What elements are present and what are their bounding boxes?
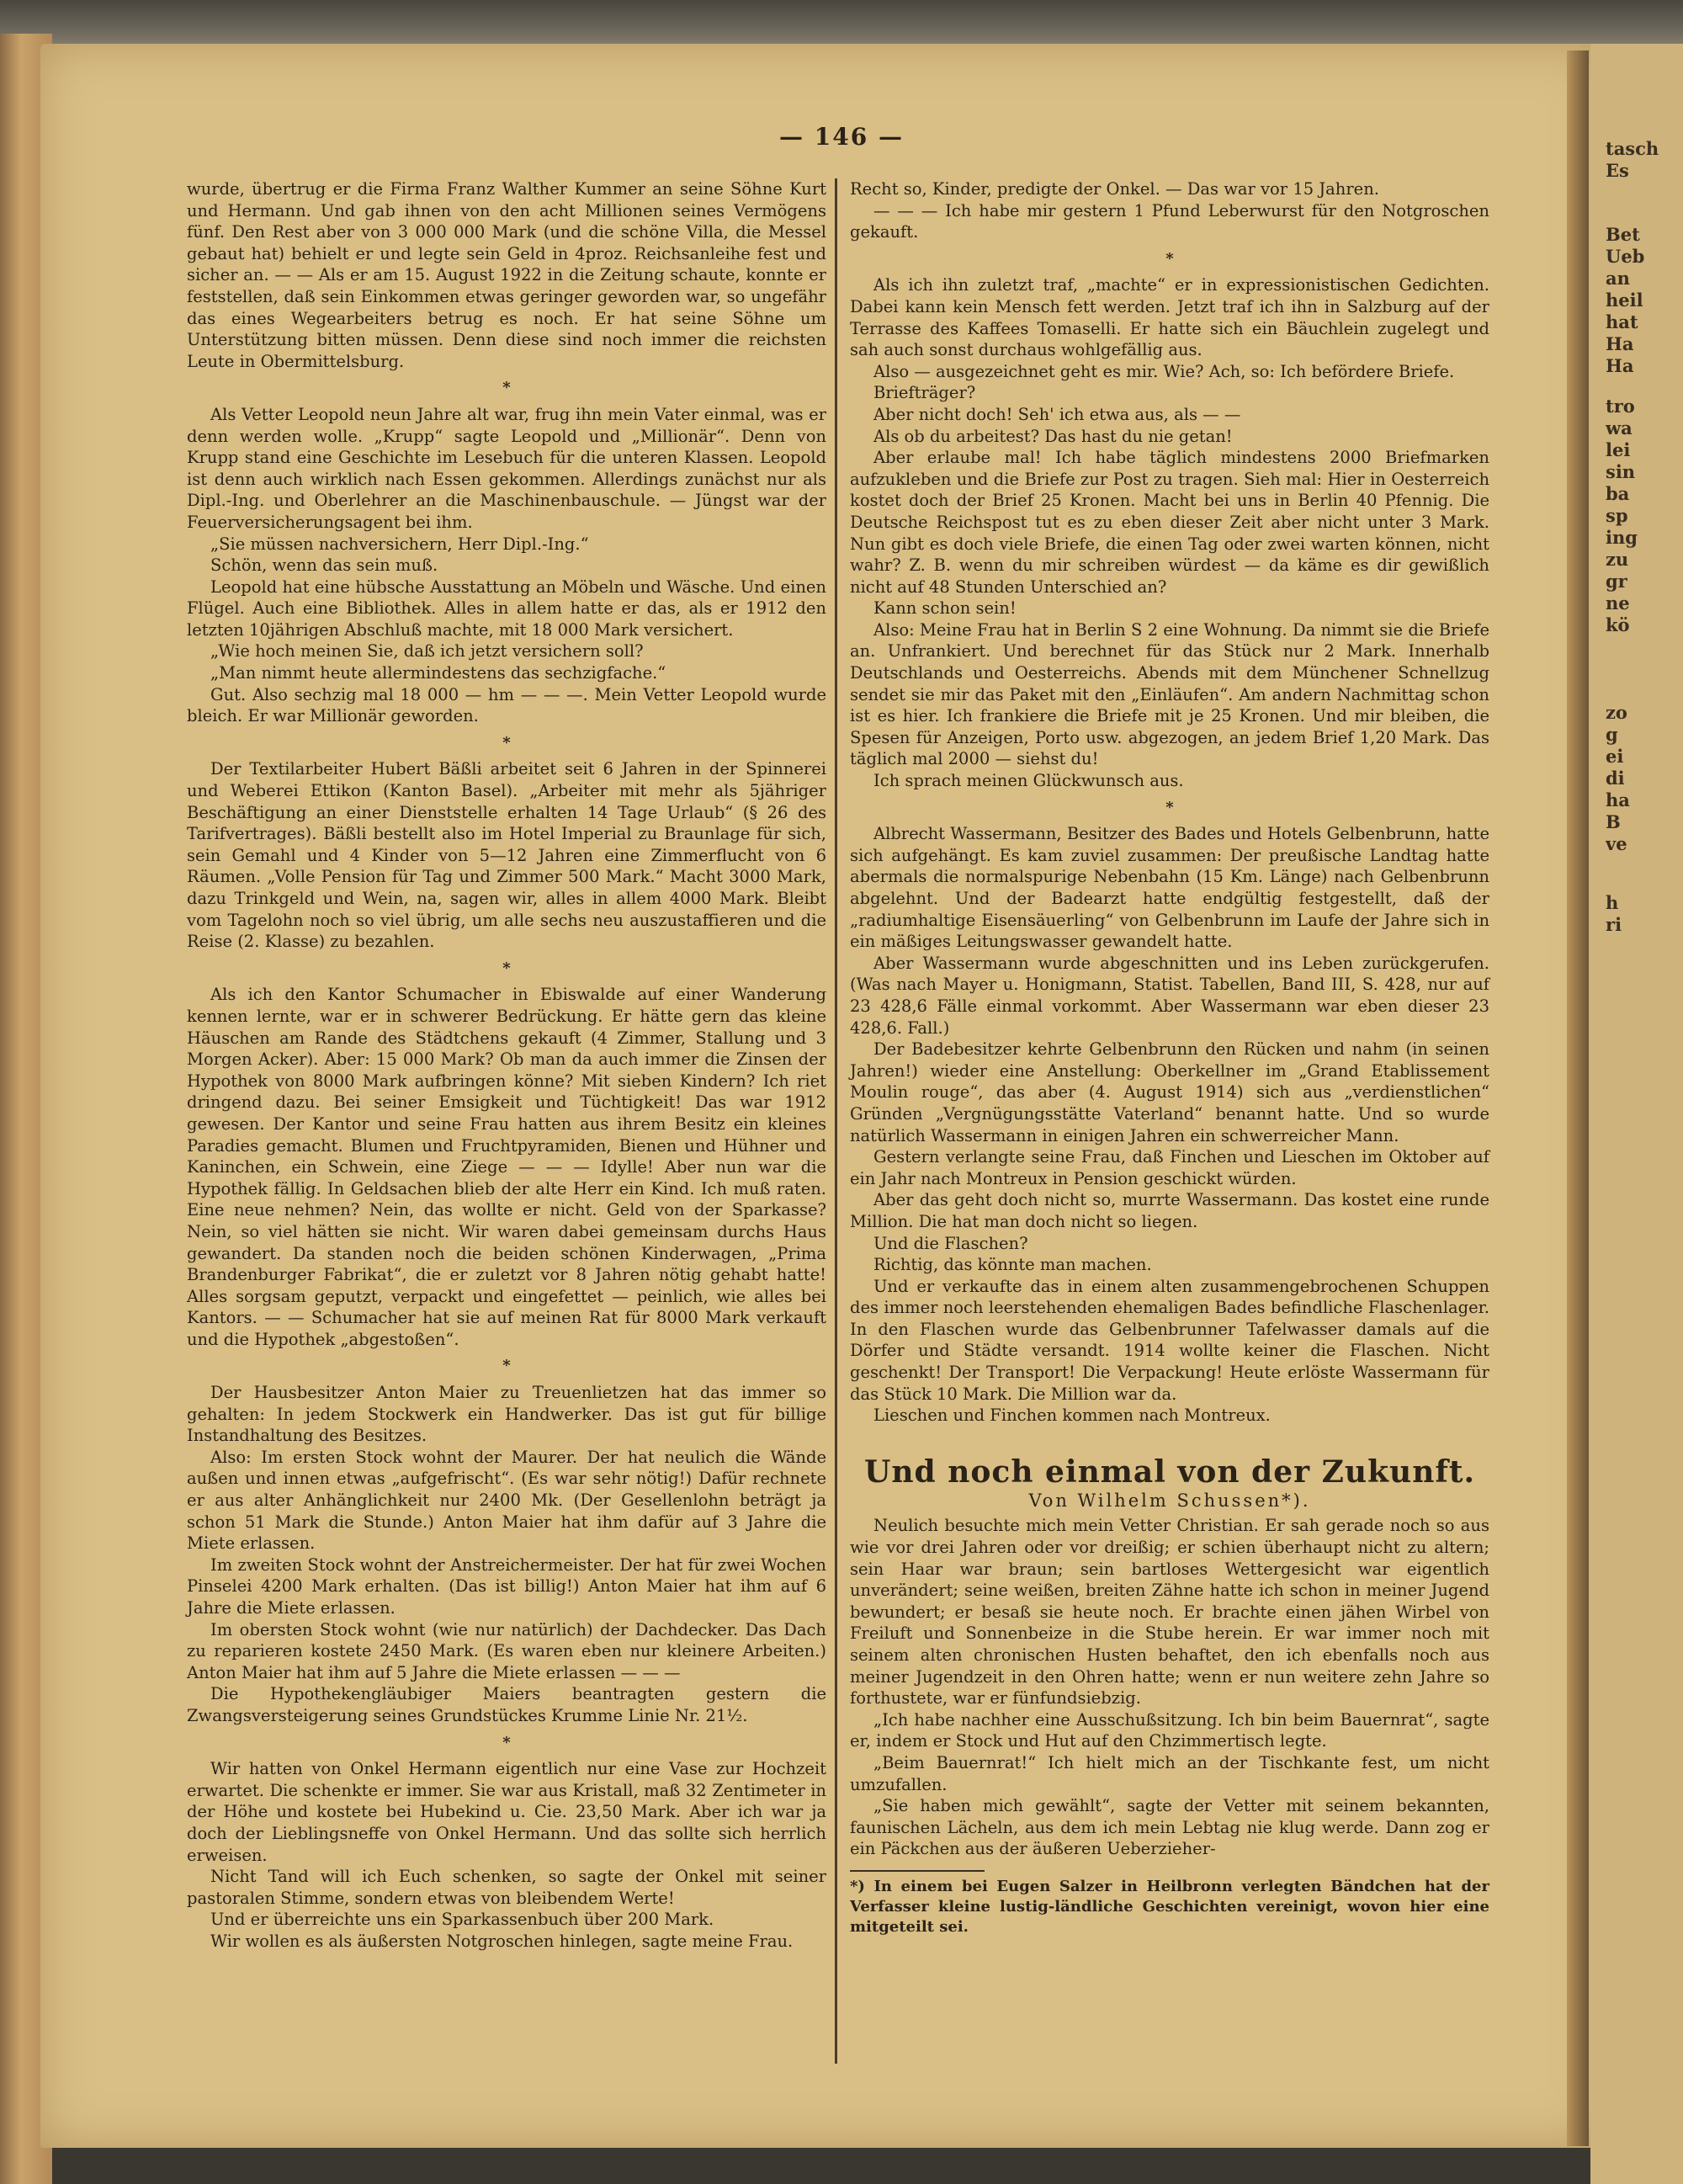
paragraph: Der Badebesitzer kehrte Gelbenbrunn den Rücken und nahm (in seinen Jahren!) wieder eine Anstellung: Oberkellner im „Grand Etablissement Moulin rouge“, das aber (4. August 1914) sich aus „verdienstlichen“ Gründen „Vergnügungsstätte Vaterland“ benannt hatte. Und so wurde natürlich Wassermann in einigen Jahren ein schwerreicher Mann. bbox=[850, 1039, 1489, 1145]
page-gutter-shadow bbox=[1567, 50, 1589, 2146]
next-page-text-fragment: zo bbox=[1606, 702, 1627, 723]
paragraph: Als Vetter Leopold neun Jahre alt war, frug ihn mein Vater einmal, was er denn werden wolle. „Krupp“ sagte Leopold und „Millionär“. Denn von Krupp stand eine Geschichte im Lesebuch für die unteren Klassen. Leopold ist denn auch wirklich nach Essen gekommen. Allerdings zunächst nur als Dipl.-Ing. und Oberlehrer an die Maschinenbauschule. — Jüngst war der Feuerversicherungsagent bei ihm. bbox=[187, 404, 826, 532]
left-column bbox=[187, 178, 826, 1953]
paragraph: Briefträger? bbox=[873, 383, 976, 403]
article-body bbox=[850, 1515, 1489, 1860]
next-page-text-fragment: ba bbox=[1606, 483, 1630, 504]
next-page-text-fragment: tro bbox=[1606, 396, 1635, 417]
paragraph: Als ob du arbeitest? Das hast du nie getan! bbox=[873, 426, 1233, 446]
next-page-text-fragment: sin bbox=[1606, 461, 1636, 482]
paragraph: Albrecht Wassermann, Besitzer des Bades und Hotels Gelbenbrunn, hatte sich aufgehängt. Es kam zuviel zusammen: Der preußische Landtag hatte abermals die normalspurige Nebenbahn (15 Km. Länge) nach Gelbenbrunn abgelehnt. Und der Badearzt hatte endgültig festgestellt, daß der „radiumhaltige Eisensäuerling“ von Gelbenbrunn im Laufe der Jahre sich in ein mäßiges Leitungswasser gewandelt hatte. bbox=[850, 824, 1489, 952]
next-page-text-fragment: ing bbox=[1606, 527, 1638, 548]
article-byline: Von Wilhelm Schussen*). bbox=[1028, 1490, 1311, 1511]
next-page-text-fragment: ri bbox=[1606, 914, 1622, 935]
next-page-text-fragment: ne bbox=[1606, 592, 1630, 614]
paragraph: Gut. Also sechzig mal 18 000 — hm — — —. Mein Vetter Leopold wurde bleich. Er war Millionär geworden. bbox=[187, 684, 826, 726]
next-page-text-fragment: Bet bbox=[1606, 224, 1640, 245]
footnote: *) In einem bei Eugen Salzer in Heilbronn verlegten Bändchen hat der Verfasser kleine lustig-ländliche Geschichten vereinigt, wovon hier eine mitgeteilt sei. bbox=[850, 1877, 1489, 1936]
next-page-text-fragment: wa bbox=[1606, 417, 1633, 438]
paragraph: „Man nimmt heute allermindestens das sechzigfache.“ bbox=[210, 663, 666, 683]
next-page-edge bbox=[1590, 44, 1683, 2184]
paragraph: Aber erlaube mal! Ich habe täglich mindestens 2000 Briefmarken aufzukleben und die Briefe zur Post zu tragen. Sieh mal: Hier in Oesterreich kostet doch der Brief 25 Kronen. Macht bei uns in Berlin 40 Pfennig. Die Deutsche Reichspost tut es zu eben dieser Zeit aber nicht unter 3 Mark. Nun gibt es doch viele Briefe, die einen Tag oder zwei warten können, nicht wahr? Z. B. wenn du mir schreiben würdest — da käme es dir gewißlich nicht auf 48 Stunden Unterschied an? bbox=[850, 448, 1489, 597]
paragraph: Also — ausgezeichnet geht es mir. Wie? Ach, so: Ich befördere Briefe. bbox=[873, 361, 1455, 381]
paragraph: Der Textilarbeiter Hubert Bäßli arbeitet seit 6 Jahren in der Spinnerei und Weberei Ettikon (Kanton Basel). „Arbeiter mit mehr als 5jähriger Beschäftigung an einer Dienststelle erhalten 14 Tage Urlaub“ (§ 26 des Tarifvertrages). Bäßli bestellt also im Hotel Imperial zu Braunlage für sich, sein Gemahl und 4 Kinder von 5—12 Jahren eine Zimmerflucht von 6 Räumen. „Volle Pension für Tag und Zimmer 500 Mark.“ Macht 3000 Mark, dazu Trinkgeld und Wein, na, sagen wir, alles in allem 4000 Mark. Bleibt vom Tagelohn noch so viel übrig, um alle sechs neu auszustaffieren und die Reise (2. Klasse) zu bezahlen. bbox=[187, 759, 826, 952]
next-page-text-fragment: Es bbox=[1606, 160, 1629, 181]
section-separator: * bbox=[1165, 798, 1174, 816]
paragraph: Kann schon sein! bbox=[873, 598, 1017, 619]
section-separator: * bbox=[502, 379, 511, 397]
next-page-text-fragment: di bbox=[1606, 768, 1625, 789]
paragraph: „Beim Bauernrat!“ Ich hielt mich an der Tischkante fest, um nicht umzufallen. bbox=[850, 1752, 1489, 1794]
book-top-edge bbox=[0, 0, 1683, 49]
paragraph: Also: Meine Frau hat in Berlin S 2 eine Wohnung. Da nimmt sie die Briefe an. Unfrankiert. Und berechnet für das Stück nur 2 Mark. Innerhalb Deutschlands und Oesterreichs. Abends mit dem Münchener Schnellzug sendet sie mir das Paket mit den „Einläufen“. Am andern Nachmittag schon ist es hier. Ich frankiere die Briefe mit je 25 Kronen. Und mir bleiben, die Spesen für Anzeigen, Porto usw. abgezogen, an jedem Brief 1,20 Mark. Das täglich mal 2000 — siehst du! bbox=[850, 619, 1489, 769]
next-page-text-fragment: h bbox=[1606, 892, 1619, 913]
next-page-text-fragment: Ha bbox=[1606, 333, 1634, 354]
section-separator: * bbox=[1165, 249, 1174, 268]
paragraph: Als ich ihn zuletzt traf, „machte“ er in expressionistischen Gedichten. Dabei kann kein Mensch fett werden. Jetzt traf ich ihn in Salzburg auf der Terrasse des Kaffees Tomaselli. Er hatte sich ein Bäuchlein zugelegt und sah auch sonst durchaus wohlgefällig aus. bbox=[850, 275, 1489, 360]
paragraph: wurde, übertrug er die Firma Franz Walther Kummer an seine Söhne Kurt und Hermann. Und gab ihnen von den acht Millionen seines Vermögens fünf. Den Rest aber von 3 000 000 Mark (und die schöne Villa, die Messel gebaut hat) behielt er und legte sein Geld in 4proz. Reichsanleihe fest und sicher an. — — Als er am 15. August 1922 in die Zeitung schaute, konnte er feststellen, daß sein Einkommen etwas geringer geworden war, so ungefähr das eines Wegearbeiters betrug es noch. Er hat seine Söhne um Unterstützung bitten müssen. Denn diese sind noch immer die reichsten Leute in Obermittelsburg. bbox=[187, 179, 826, 371]
next-page-text-fragment: kö bbox=[1606, 614, 1630, 635]
footnote-rule bbox=[850, 1870, 985, 1872]
paragraph: — — — Ich habe mir gestern 1 Pfund Leberwurst für den Notgroschen gekauft. bbox=[850, 200, 1489, 242]
right-column bbox=[850, 178, 1489, 1937]
next-page-text-fragment: B bbox=[1606, 811, 1621, 832]
next-page-text-fragment: gr bbox=[1606, 571, 1627, 592]
section-separator: * bbox=[502, 959, 511, 977]
article-title: Und noch einmal von der Zukunft. bbox=[863, 1453, 1476, 1490]
paragraph: Als ich den Kantor Schumacher in Ebiswalde auf einer Wanderung kennen lernte, war er in schwerer Bedrückung. Er hätte gern das kleine Häuschen am Rande des Städtchens gekauft (4 Zimmer, Stallung und 3 Morgen Acker). Aber: 15 000 Mark? Ob man da auch immer die Zinsen der Hypothek von 8000 Mark aufbringen könne? Mit sieben Kindern? Ich riet dringend dazu. Bei seiner Emsigkeit und Tüchtigkeit! Das war 1912 gewesen. Der Kantor und seine Frau hatten aus ihrem Besitz ein kleines Paradies gemacht. Blumen und Fruchtpyramiden, Bienen und Hühner und Kaninchen, ein Schwein, eine Ziege — — — Idylle! Aber nun war die Hypothek fällig. In Geldsachen blieb der alte Herr ein Kind. Ich muß raten. Eine neue nehmen? Nein, das wollte er nicht. Geld von der Sparkasse? Nein, so viel hätten sie nicht. Wir waren dabei gemeinsam durchs Haus gewandert. Da standen noch die beiden schönen Kinderwagen, „Prima Brandenburger Fabrikat“, die er zuletzt vor 8 Jahren nötig gehabt hatte! Alles sorgsam geputzt, verpackt und eingefettet — peinlich, wie alles bei Kantors. — — Schumacher hat sie auf meinen Rat für 8000 Mark verkauft und die Hypothek „abgestoßen“. bbox=[187, 985, 826, 1349]
paragraph: Und die Flaschen? bbox=[873, 1233, 1028, 1253]
paragraph: Neulich besuchte mich mein Vetter Christian. Er sah gerade noch so aus wie vor drei Jahren oder vor dreißig; er schien überhaupt nicht zu altern; sein Haar war braun; sein bartloses Wettergesicht war eigentlich unverändert; seine weißen, breiten Zähne hatte ich schon in meiner Jugend bewundert; er besaß sie heute noch. Er brachte einen jähen Wirbel von Freiluft und Sonnenbeize in die Stube herein. Er war immer noch mit seinem alten chronischen Husten behaftet, den ich ebenfalls noch aus meiner Jugendzeit in den Ohren hatte; wenn er nun weitere zehn Jahre so forthustete, war er fünfundsiebzig. bbox=[850, 1516, 1489, 1708]
next-page-text-fragment: hat bbox=[1606, 311, 1638, 332]
paragraph: Im obersten Stock wohnt (wie nur natürlich) der Dachdecker. Das Dach zu reparieren kostete 2450 Mark. (Es waren eben nur kleinere Arbeiten.) Anton Maier hat ihm auf 5 Jahre die Miete erlassen — — — bbox=[187, 1619, 826, 1682]
paragraph: Und er verkaufte das in einem alten zusammengebrochenen Schuppen des immer noch leerstehenden ehemaligen Bades befindliche Flaschenlager. In den Flaschen wurde das Gelbenbrunner Tafelwasser damals auf die Dörfer und Städte versandt. 1914 wollte keiner die Flaschen. Nicht geschenkt! Der Transport! Die Verpackung! Heute erlöste Wassermann für das Stück 10 Mark. Die Million war da. bbox=[850, 1276, 1489, 1404]
next-page-text-fragment: heil bbox=[1606, 290, 1643, 311]
paragraph: Also: Im ersten Stock wohnt der Maurer. Der hat neulich die Wände außen und innen etwas „aufgefrischt“. (Es war sehr nötig!) Dafür rechnete er aus alter Anhänglichkeit nur 2400 Mk. (Der Gesellenlohn beträgt ja schon 51 Mark die Stunde.) Anton Maier hat ihm dafür auf 3 Jahre die Miete erlassen. bbox=[187, 1447, 826, 1554]
next-page-text-fragment: sp bbox=[1606, 505, 1628, 526]
paragraph: Im zweiten Stock wohnt der Anstreichermeister. Der hat für zwei Wochen Pinselei 4200 Mark erhalten. (Das ist billig!) Anton Maier hat ihm auf 6 Jahre die Miete erlassen. bbox=[187, 1554, 826, 1618]
paragraph: Ich sprach meinen Glückwunsch aus. bbox=[873, 771, 1184, 791]
paragraph: Recht so, Kinder, predigte der Onkel. — Das war vor 15 Jahren. bbox=[850, 179, 1379, 199]
paragraph: „Sie haben mich gewählt“, sagte der Vetter mit seinem bekannten, faunischen Lächeln, aus dem ich mein Lebtag nie klug werde. Dann zog er ein Päckchen aus der äußeren Ueberzieher- bbox=[850, 1796, 1489, 1859]
section-separator: * bbox=[502, 1357, 511, 1375]
section-separator: * bbox=[502, 1733, 511, 1751]
paragraph: Der Hausbesitzer Anton Maier zu Treuenlietzen hat das immer so gehalten: In jedem Stockwerk ein Handwerker. Das ist gut für billige Instandhaltung des Besitzes. bbox=[187, 1383, 826, 1446]
paragraph: Nicht Tand will ich Euch schenken, so sagte der Onkel mit seiner pastoralen Stimme, sondern etwas von bleibendem Werte! bbox=[187, 1867, 826, 1908]
paragraph: Lieschen und Finchen kommen nach Montreux. bbox=[873, 1406, 1271, 1426]
paragraph: Wir hatten von Onkel Hermann eigentlich nur eine Vase zur Hochzeit erwartet. Die schenkte er immer. Sie war aus Kristall, maß 32 Zentimeter in der Höhe und kostete bei Hubekind u. Cie. 23,50 Mark. Aber ich war ja doch der Lieblingsneffe von Onkel Hermann. Und das sollte sich herrlich erweisen. bbox=[187, 1759, 826, 1865]
paragraph: „Sie müssen nachversichern, Herr Dipl.-Ing.“ bbox=[210, 534, 589, 554]
next-page-text-fragment: zu bbox=[1606, 549, 1629, 570]
paragraph: Gestern verlangte seine Frau, daß Finchen und Lieschen im Oktober auf ein Jahr nach Montreux in Pension geschickt würden. bbox=[850, 1147, 1489, 1188]
paragraph: Leopold hat eine hübsche Ausstattung an Möbeln und Wäsche. Und einen Flügel. Auch eine Bibliothek. Alles in allem hatte er das, als er 1912 den letzten 10jährigen Abschluß machte, mit 18 000 Mark versichert. bbox=[187, 577, 826, 640]
column-divider bbox=[835, 178, 837, 2064]
paragraph: Aber nicht doch! Seh' ich etwa aus, als — — bbox=[873, 404, 1241, 424]
next-page-text-fragment: lei bbox=[1606, 439, 1631, 460]
page-number: — 146 — bbox=[779, 123, 904, 151]
next-page-text-fragment: tasch bbox=[1606, 138, 1659, 159]
next-page-text-fragment: ei bbox=[1606, 746, 1624, 767]
paragraph: Die Hypothekengläubiger Maiers beantragten gestern die Zwangsversteigerung seines Grundstückes Krumme Linie Nr. 21½. bbox=[187, 1684, 826, 1725]
section-separator: * bbox=[502, 733, 511, 752]
paragraph: „Ich habe nachher eine Ausschußsitzung. Ich bin beim Bauernrat“, sagte er, indem er Stock und Hut auf den Chzimmertisch legte. bbox=[850, 1709, 1489, 1751]
paragraph: Schön, wenn das sein muß. bbox=[210, 555, 438, 576]
paragraph: Aber das geht doch nicht so, murrte Wassermann. Das kostet eine runde Million. Die hat man doch nicht so liegen. bbox=[850, 1190, 1489, 1231]
paragraph: Und er überreichte uns ein Sparkassenbuch über 200 Mark. bbox=[210, 1910, 714, 1930]
next-page-text-fragment: Ha bbox=[1606, 355, 1634, 376]
next-page-text-fragment: an bbox=[1606, 268, 1630, 289]
next-page-text-fragment: ve bbox=[1606, 833, 1627, 854]
paragraph: „Wie hoch meinen Sie, daß ich jetzt versichern soll? bbox=[210, 641, 644, 662]
next-page-text-fragment: ha bbox=[1606, 789, 1630, 810]
right-column-paragraphs bbox=[850, 178, 1489, 1427]
next-page-text-fragment: Ueb bbox=[1606, 246, 1645, 267]
next-page-text-fragment: g bbox=[1606, 724, 1618, 745]
paragraph: Richtig, das könnte man machen. bbox=[873, 1255, 1152, 1275]
paragraph: Wir wollen es als äußersten Notgroschen hinlegen, sagte meine Frau. bbox=[210, 1931, 794, 1951]
paragraph: Aber Wassermann wurde abgeschnitten und ins Leben zurückgerufen. (Was nach Mayer u. Honigmann, Statist. Tabellen, Band III, S. 428, nur auf 23 428,6 Fälle einmal vorkommt. Aber Wassermann war eben dieser 23 428,6. Fall.) bbox=[850, 953, 1489, 1038]
